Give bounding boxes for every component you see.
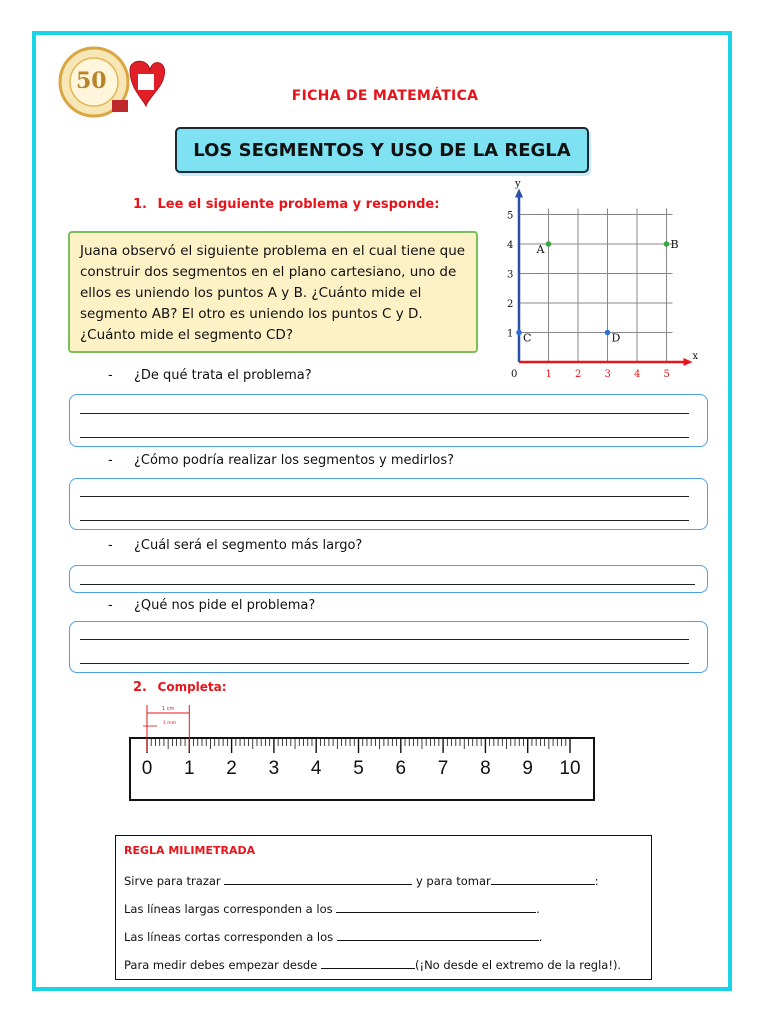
x-axis-label: x — [692, 351, 699, 362]
sheet-title: FICHA DE MATEMÁTICA — [291, 88, 479, 104]
regla-line-4-a: Para medir debes empezar desde — [124, 958, 318, 972]
y-tick-label: 3 — [507, 269, 514, 281]
section-1-heading — [133, 197, 439, 212]
problem-text: Juana observó el siguiente problema en el cual tiene que construir dos segmentos en el plano cartesiano, uno de ellos es uniendo los puntos A y B. ¿Cuánto mide el segmento AB? El otro es uniendo los puntos C y D. ¿Cuánto mide el segmento CD? — [80, 243, 466, 343]
y-axis-label: y — [515, 178, 521, 190]
regla-line-1-c: : — [594, 874, 599, 888]
logo-number: 50 — [76, 68, 107, 94]
y-tick-label: 2 — [507, 299, 514, 310]
regla-line-3 — [124, 928, 542, 944]
question-1-dash: - — [108, 368, 113, 383]
question-1-text: ¿De qué trata el problema? — [134, 368, 312, 383]
ruler-number: 1 — [184, 758, 195, 779]
regla-line-2-end: . — [536, 902, 540, 916]
x-tick-label: 1 — [545, 369, 552, 380]
regla-line-3-text: Las líneas cortas corresponden a los — [124, 930, 334, 944]
question-2 — [108, 453, 454, 468]
mm-label: 1 mm — [163, 721, 177, 726]
answer-line — [80, 413, 689, 414]
point-d — [605, 330, 611, 336]
cm-label: 1 cm — [161, 706, 175, 712]
answer-line — [80, 437, 689, 438]
answer-box-1[interactable] — [69, 394, 708, 447]
answer-line — [80, 520, 689, 521]
problem-box — [68, 231, 478, 353]
ruler-number: 7 — [437, 758, 449, 779]
ruler-number: 0 — [141, 758, 153, 779]
answer-box-4[interactable] — [69, 621, 708, 673]
blank-field[interactable] — [491, 872, 595, 885]
answer-line — [80, 663, 689, 664]
answer-box-2[interactable] — [69, 478, 708, 530]
ruler-number: 3 — [268, 758, 280, 779]
question-2-dash: - — [108, 453, 113, 468]
question-3 — [108, 538, 362, 553]
x-tick-label: 5 — [663, 369, 670, 380]
ruler-illustration — [128, 700, 596, 804]
section-1-number: 1. — [133, 197, 147, 212]
y-tick-label: 1 — [507, 328, 514, 340]
point-label-b: B — [670, 238, 679, 251]
school-logo — [58, 44, 168, 122]
regla-line-4-b: (¡No desde el extremo de la regla!). — [414, 958, 622, 972]
x-tick-label: 3 — [604, 369, 611, 380]
regla-line-2 — [124, 900, 540, 916]
blank-field[interactable] — [224, 872, 412, 885]
question-4-text: ¿Qué nos pide el problema? — [134, 598, 316, 613]
answer-line — [80, 496, 689, 497]
ruler-number: 5 — [353, 758, 364, 779]
point-c — [516, 330, 522, 336]
blank-field[interactable] — [321, 956, 415, 969]
question-3-dash: - — [108, 538, 113, 553]
question-1 — [108, 368, 312, 383]
y-tick-label: 4 — [507, 240, 514, 251]
regla-line-1-b: y para tomar — [415, 874, 491, 888]
x-axis-arrow — [684, 358, 693, 366]
regla-line-1 — [124, 872, 599, 888]
regla-heading: REGLA MILIMETRADA — [124, 844, 256, 857]
topic-title-text: LOS SEGMENTOS Y USO DE LA REGLA — [193, 139, 571, 161]
question-2-text: ¿Cómo podría realizar los segmentos y medirlos? — [134, 453, 454, 468]
point-label-d: D — [611, 331, 621, 345]
topic-title — [175, 127, 589, 173]
ruler-number: 10 — [559, 758, 581, 779]
answer-line — [80, 584, 695, 585]
origin-label: 0 — [511, 369, 518, 380]
question-4-dash: - — [108, 598, 113, 613]
regla-line-4 — [124, 956, 621, 972]
cartesian-plane — [495, 178, 699, 382]
regla-milimetrada-box — [115, 835, 652, 980]
ruler-number: 6 — [395, 758, 407, 779]
x-tick-label: 4 — [634, 369, 641, 380]
regla-line-3-end: . — [538, 930, 543, 944]
x-tick-label: 2 — [575, 369, 582, 380]
section-2-label: Completa: — [157, 680, 227, 694]
point-b — [664, 241, 670, 247]
ruler-number: 2 — [226, 758, 237, 779]
regla-line-2-text: Las líneas largas corresponden a los — [124, 902, 333, 916]
question-4 — [108, 598, 315, 613]
answer-line — [80, 639, 689, 640]
section-1-label: Lee el siguiente problema y responde: — [157, 197, 440, 212]
blank-field[interactable] — [337, 928, 539, 941]
point-label-a: A — [536, 243, 545, 256]
section-2-number: 2. — [133, 680, 147, 695]
point-a — [546, 241, 552, 247]
answer-box-3[interactable] — [69, 565, 708, 593]
ruler-number: 8 — [480, 758, 491, 779]
y-tick-label: 5 — [507, 210, 514, 222]
ruler-number: 4 — [310, 758, 322, 779]
question-3-text: ¿Cuál será el segmento más largo? — [134, 538, 363, 553]
section-2-heading — [133, 680, 227, 695]
regla-line-1-a: Sirve para trazar — [124, 874, 221, 888]
ruler-number: 9 — [522, 758, 533, 779]
blank-field[interactable] — [336, 900, 536, 913]
point-label-c: C — [523, 331, 532, 345]
